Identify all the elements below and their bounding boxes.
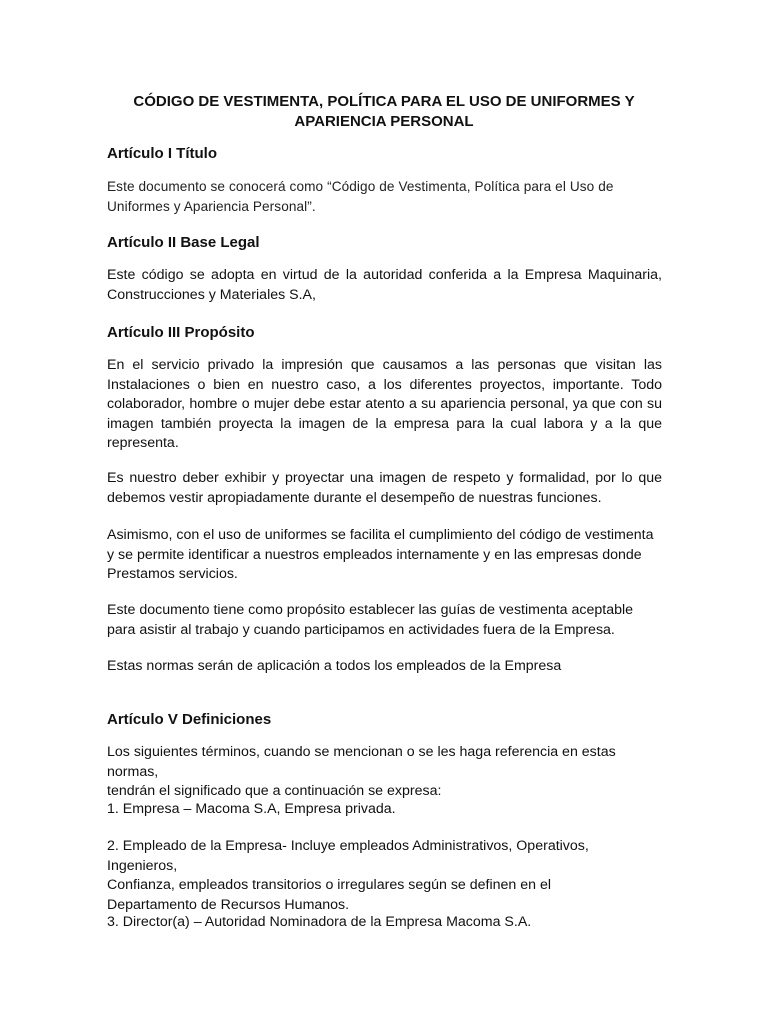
definition-item-3: 3. Director(a) – Autoridad Nominadora de la Empresa Macoma S.A. bbox=[107, 914, 532, 930]
article-3-paragraph-2: Es nuestro deber exhibir y proyectar una imagen de respeto y formalidad, por lo que debemos vestir apropiadamente durante el desempeño de nuestras funciones. bbox=[107, 470, 662, 506]
article-3-paragraph-3 bbox=[107, 526, 662, 585]
article-1-text: Este documento se conocerá como “Código de Vestimenta, Política para el Uso de Uniformes y Apariencia Personal”. bbox=[107, 179, 614, 214]
item-2-line-3: Departamento de Recursos Humanos. bbox=[107, 896, 350, 913]
article-2-text: Este código se adopta en virtud de la autoridad conferida a la Empresa Maquinaria, Construcciones y Materiales S.A, bbox=[107, 267, 662, 303]
paragraph-3-line-1: Asimismo, con el uso de uniformes se facilita el cumplimiento del código de vestimenta bbox=[107, 527, 654, 543]
title-line-1: CÓDIGO DE VESTIMENTA, POLÍTICA PARA EL USO DE UNIFORMES Y bbox=[133, 93, 635, 110]
title-line-2: APARIENCIA PERSONAL bbox=[294, 113, 474, 130]
article-3-heading: Artículo III Propósito bbox=[107, 324, 255, 341]
definition-item-2 bbox=[107, 837, 662, 915]
article-5-intro bbox=[107, 743, 662, 802]
item-2-line-1: 2. Empleado de la Empresa- Incluye empleados Administrativos, Operativos, Ingenieros, bbox=[107, 838, 589, 874]
paragraph-4-line-2: para asistir al trabajo y cuando participamos en actividades fuera de la Empresa. bbox=[107, 621, 615, 638]
intro-line-2: tendrán el significado que a continuación se expresa: bbox=[107, 783, 442, 799]
paragraph-3-line-2: y se permite identificar a nuestros empleados internamente y en las empresas donde bbox=[107, 546, 642, 563]
article-2-heading: Artículo II Base Legal bbox=[107, 234, 260, 251]
definition-item-1: 1. Empresa – Macoma S.A, Empresa privada. bbox=[107, 801, 396, 817]
paragraph-3-line-3: Prestamos servicios. bbox=[107, 566, 238, 582]
document-title bbox=[100, 92, 668, 132]
paragraph-4-line-1: Este documento tiene como propósito establecer las guías de vestimenta aceptable bbox=[107, 602, 634, 618]
article-5-heading: Artículo V Definiciones bbox=[107, 711, 272, 728]
article-1-heading: Artículo I Título bbox=[107, 145, 217, 162]
item-2-line-2: Confianza, empleados transitorios o irregulares según se definen en el bbox=[107, 877, 552, 893]
article-3-paragraph-1: En el servicio privado la impresión que causamos a las personas que visitan las Instalaciones o bien en nuestro caso, a los diferentes proyectos, importante. Todo colaborador, hombre o mujer debe estar atento a su apariencia personal, ya que con su imagen también proyecta la imagen de la empresa para la cual labora y a la que representa. bbox=[107, 357, 662, 451]
intro-line-1: Los siguientes términos, cuando se mencionan o se les haga referencia en estas normas, bbox=[107, 744, 616, 780]
article-3-paragraph-5: Estas normas serán de aplicación a todos los empleados de la Empresa bbox=[107, 658, 562, 674]
article-3-paragraph-4 bbox=[107, 601, 662, 640]
